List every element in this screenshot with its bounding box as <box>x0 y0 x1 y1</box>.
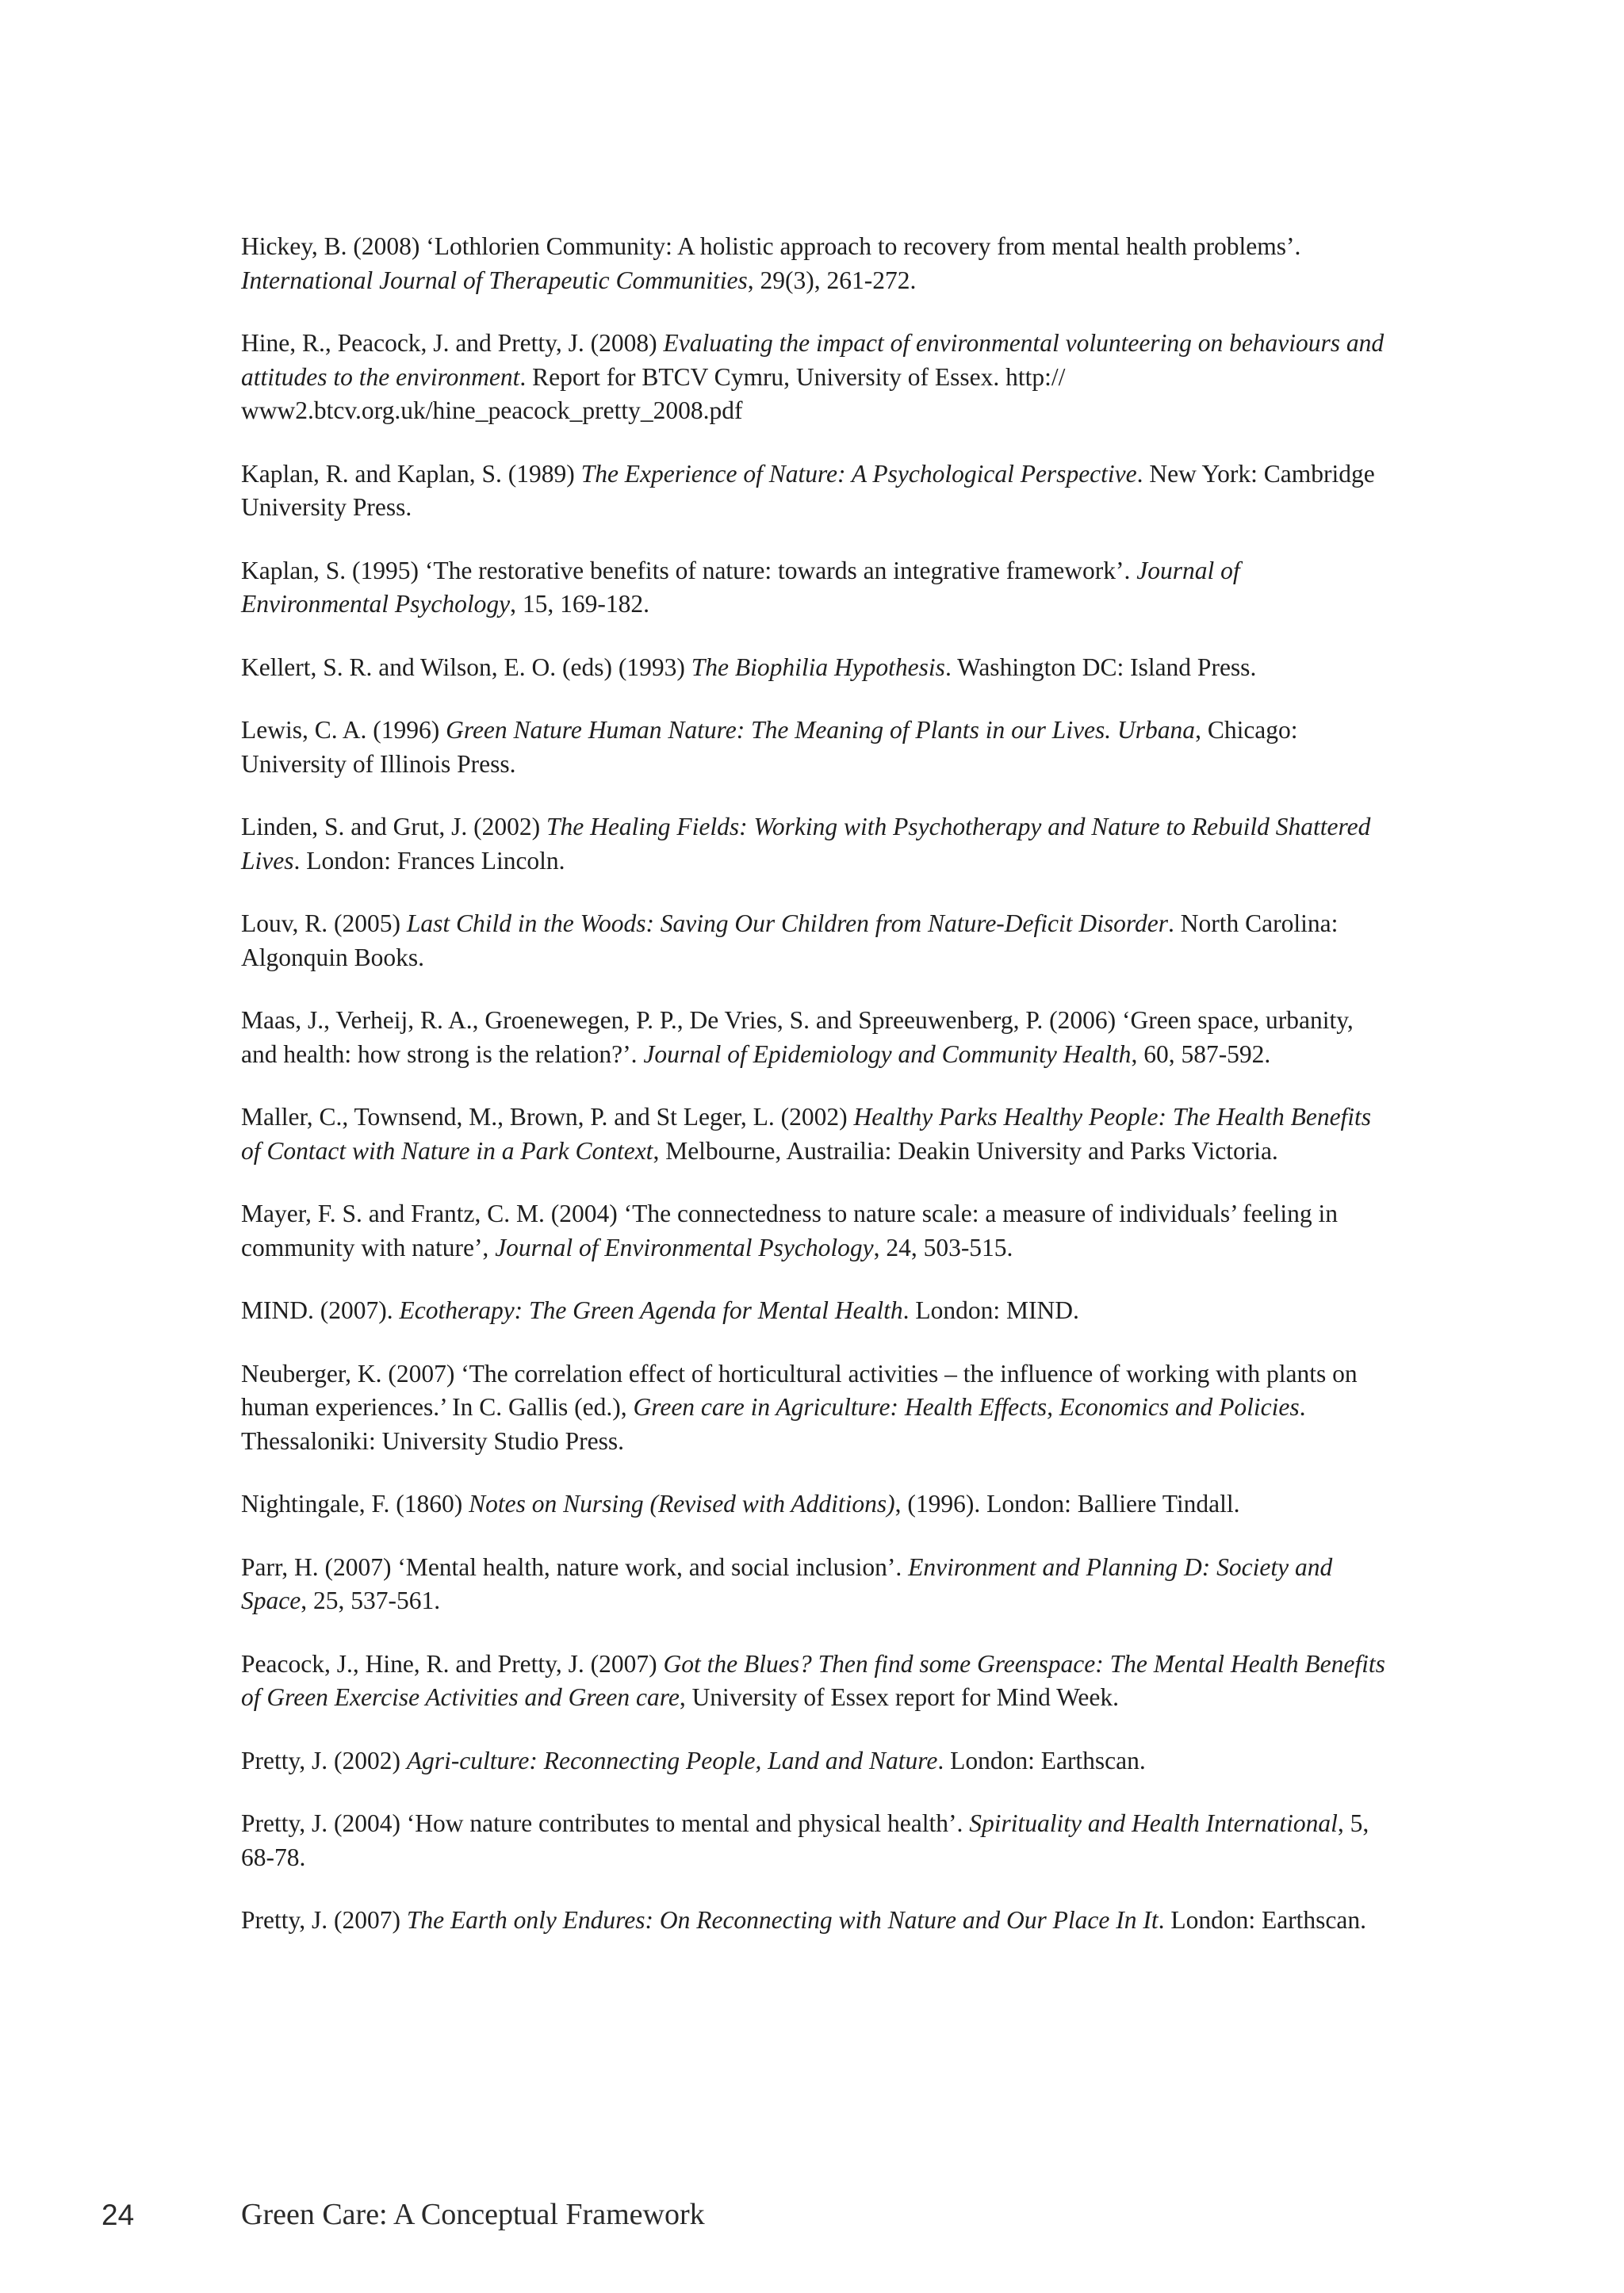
reference-italic-title: Green Nature Human Nature: The Meaning of Plants in our Lives. Urbana <box>446 716 1196 744</box>
reference-italic-title: Notes on Nursing (Revised with Additions) <box>469 1490 895 1518</box>
reference-text: . London: Frances Lincoln. <box>293 846 565 875</box>
reference-text: Maas, J., Verheij, R. A., Groenewegen, P. P., De Vries, S. and Spreeuwenberg, P. (2006) ‘Green space, urbanity, and health: how strong is the relation?’. <box>241 1006 1354 1068</box>
reference-text: , 5, 68-78. <box>241 1809 1369 1871</box>
reference-entry <box>241 1294 1391 1328</box>
reference-text: Neuberger, K. (2007) ‘The correlation effect of horticultural activities – the influence of working with plants on human experiences.’ In C. Gallis (ed.), <box>241 1359 1358 1421</box>
reference-text: Lewis, C. A. (1996) <box>241 716 446 744</box>
reference-entry <box>241 1197 1391 1265</box>
reference-text: Mayer, F. S. and Frantz, C. M. (2004) ‘The connectedness to nature scale: a measure of individuals’ feeling in community with nature’, <box>241 1200 1338 1261</box>
reference-italic-title: Ecotherapy: The Green Agenda for Mental Health <box>399 1296 903 1324</box>
reference-text: . North Carolina: Algonquin Books. <box>241 909 1339 971</box>
reference-italic-title: Evaluating the impact of environmental volunteering on behaviours and attitudes to the environment <box>241 329 1385 391</box>
reference-entry <box>241 1004 1391 1071</box>
reference-text: , 25, 537-561. <box>301 1587 441 1614</box>
reference-text: Louv, R. (2005) <box>241 909 407 937</box>
reference-italic-title: Spirituality and Health International <box>969 1809 1338 1837</box>
reference-entry <box>241 327 1391 428</box>
reference-entry <box>241 1648 1391 1715</box>
reference-text: Pretty, J. (2007) <box>241 1906 407 1934</box>
reference-italic-title: The Biophilia Hypothesis <box>691 653 945 681</box>
reference-list <box>241 230 1391 1967</box>
reference-entry <box>241 230 1391 297</box>
reference-text: , (1996). London: Balliere Tindall. <box>894 1490 1240 1518</box>
reference-entry <box>241 1904 1391 1938</box>
reference-text: Parr, H. (2007) ‘Mental health, nature work, and social inclusion’. <box>241 1552 909 1581</box>
reference-text: . London: Earthscan. <box>1158 1906 1367 1934</box>
reference-italic-title: Got the Blues? Then find some Greenspace: The Mental Health Benefits of Green Exercise Activities and Green care <box>241 1649 1385 1711</box>
reference-text: Kaplan, S. (1995) ‘The restorative benefits of nature: towards an integrative framework’. <box>241 556 1137 584</box>
reference-text: , 15, 169-182. <box>510 590 649 618</box>
reference-entry <box>241 1551 1391 1618</box>
reference-entry <box>241 714 1391 781</box>
reference-entry <box>241 1487 1391 1522</box>
reference-italic-title: Green care in Agriculture: Health Effects, Economics and Policies <box>633 1393 1300 1421</box>
reference-italic-title: Healthy Parks Healthy People: The Health Benefits of Contact with Nature in a Park Context <box>241 1103 1372 1165</box>
page-number: 24 <box>102 2199 135 2231</box>
reference-text: . London: MIND. <box>902 1296 1079 1324</box>
reference-italic-title: Agri-culture: Reconnecting People, Land and Nature <box>406 1746 938 1774</box>
reference-text: MIND. (2007). <box>241 1296 400 1324</box>
reference-text: Maller, C., Townsend, M., Brown, P. and St Leger, L. (2002) <box>241 1103 854 1131</box>
reference-text: Pretty, J. (2002) <box>241 1746 407 1774</box>
reference-entry <box>241 1101 1391 1168</box>
running-title: Green Care: A Conceptual Framework <box>241 2198 705 2231</box>
reference-italic-title: Journal of Epidemiology and Community Health <box>643 1039 1132 1068</box>
reference-text: Hine, R., Peacock, J. and Pretty, J. (2008) <box>241 329 664 357</box>
reference-text: Kellert, S. R. and Wilson, E. O. (eds) (1993) <box>241 653 691 681</box>
reference-text: . London: Earthscan. <box>937 1746 1146 1774</box>
reference-text: Linden, S. and Grut, J. (2002) <box>241 813 546 840</box>
reference-italic-title: Journal of Environmental Psychology <box>495 1233 874 1261</box>
reference-text: Hickey, B. (2008) ‘Lothlorien Community: A holistic approach to recovery from mental health problems’. <box>241 232 1301 260</box>
reference-italic-title: Last Child in the Woods: Saving Our Children from Nature-Deficit Disorder <box>406 909 1168 937</box>
reference-italic-title: The Experience of Nature: A Psychological Perspective <box>580 459 1137 488</box>
reference-text: . Report for BTCV Cymru, University of Essex. http:// www2.btcv.org.uk/hine_peacock_pretty_2008.pdf <box>241 362 1066 424</box>
reference-entry <box>241 457 1391 525</box>
reference-text: Peacock, J., Hine, R. and Pretty, J. (2007) <box>241 1649 664 1678</box>
reference-entry <box>241 810 1391 878</box>
reference-text: , 60, 587-592. <box>1131 1039 1271 1068</box>
reference-text: , University of Essex report for Mind Week. <box>679 1683 1119 1711</box>
reference-entry <box>241 1357 1391 1459</box>
reference-text: Pretty, J. (2004) ‘How nature contributes to mental and physical health’. <box>241 1809 970 1837</box>
reference-italic-title: The Healing Fields: Working with Psychotherapy and Nature to Rebuild Shattered Lives <box>241 813 1371 875</box>
reference-italic-title: Journal of Environmental Psychology <box>241 556 1240 618</box>
reference-entry <box>241 907 1391 974</box>
reference-text: Nightingale, F. (1860) <box>241 1490 469 1518</box>
reference-entry <box>241 1807 1391 1874</box>
reference-text: , Chicago: University of Illinois Press. <box>241 716 1298 778</box>
reference-italic-title: The Earth only Endures: On Reconnecting with Nature and Our Place In It <box>406 1906 1159 1934</box>
reference-italic-title: Environment and Planning D: Society and Space <box>241 1552 1333 1614</box>
reference-text: , Melbourne, Austrailia: Deakin University and Parks Victoria. <box>653 1136 1278 1165</box>
reference-text: , 24, 503-515. <box>873 1233 1013 1261</box>
reference-entry <box>241 1744 1391 1778</box>
reference-text: . Thessaloniki: University Studio Press. <box>241 1393 1306 1455</box>
reference-entry <box>241 651 1391 685</box>
reference-text: . New York: Cambridge University Press. <box>241 459 1375 521</box>
reference-text: Kaplan, R. and Kaplan, S. (1989) <box>241 459 581 488</box>
reference-text: , 29(3), 261-272. <box>747 266 917 294</box>
reference-italic-title: International Journal of Therapeutic Communities <box>241 266 748 294</box>
reference-text: . Washington DC: Island Press. <box>944 653 1257 681</box>
reference-entry <box>241 554 1391 622</box>
